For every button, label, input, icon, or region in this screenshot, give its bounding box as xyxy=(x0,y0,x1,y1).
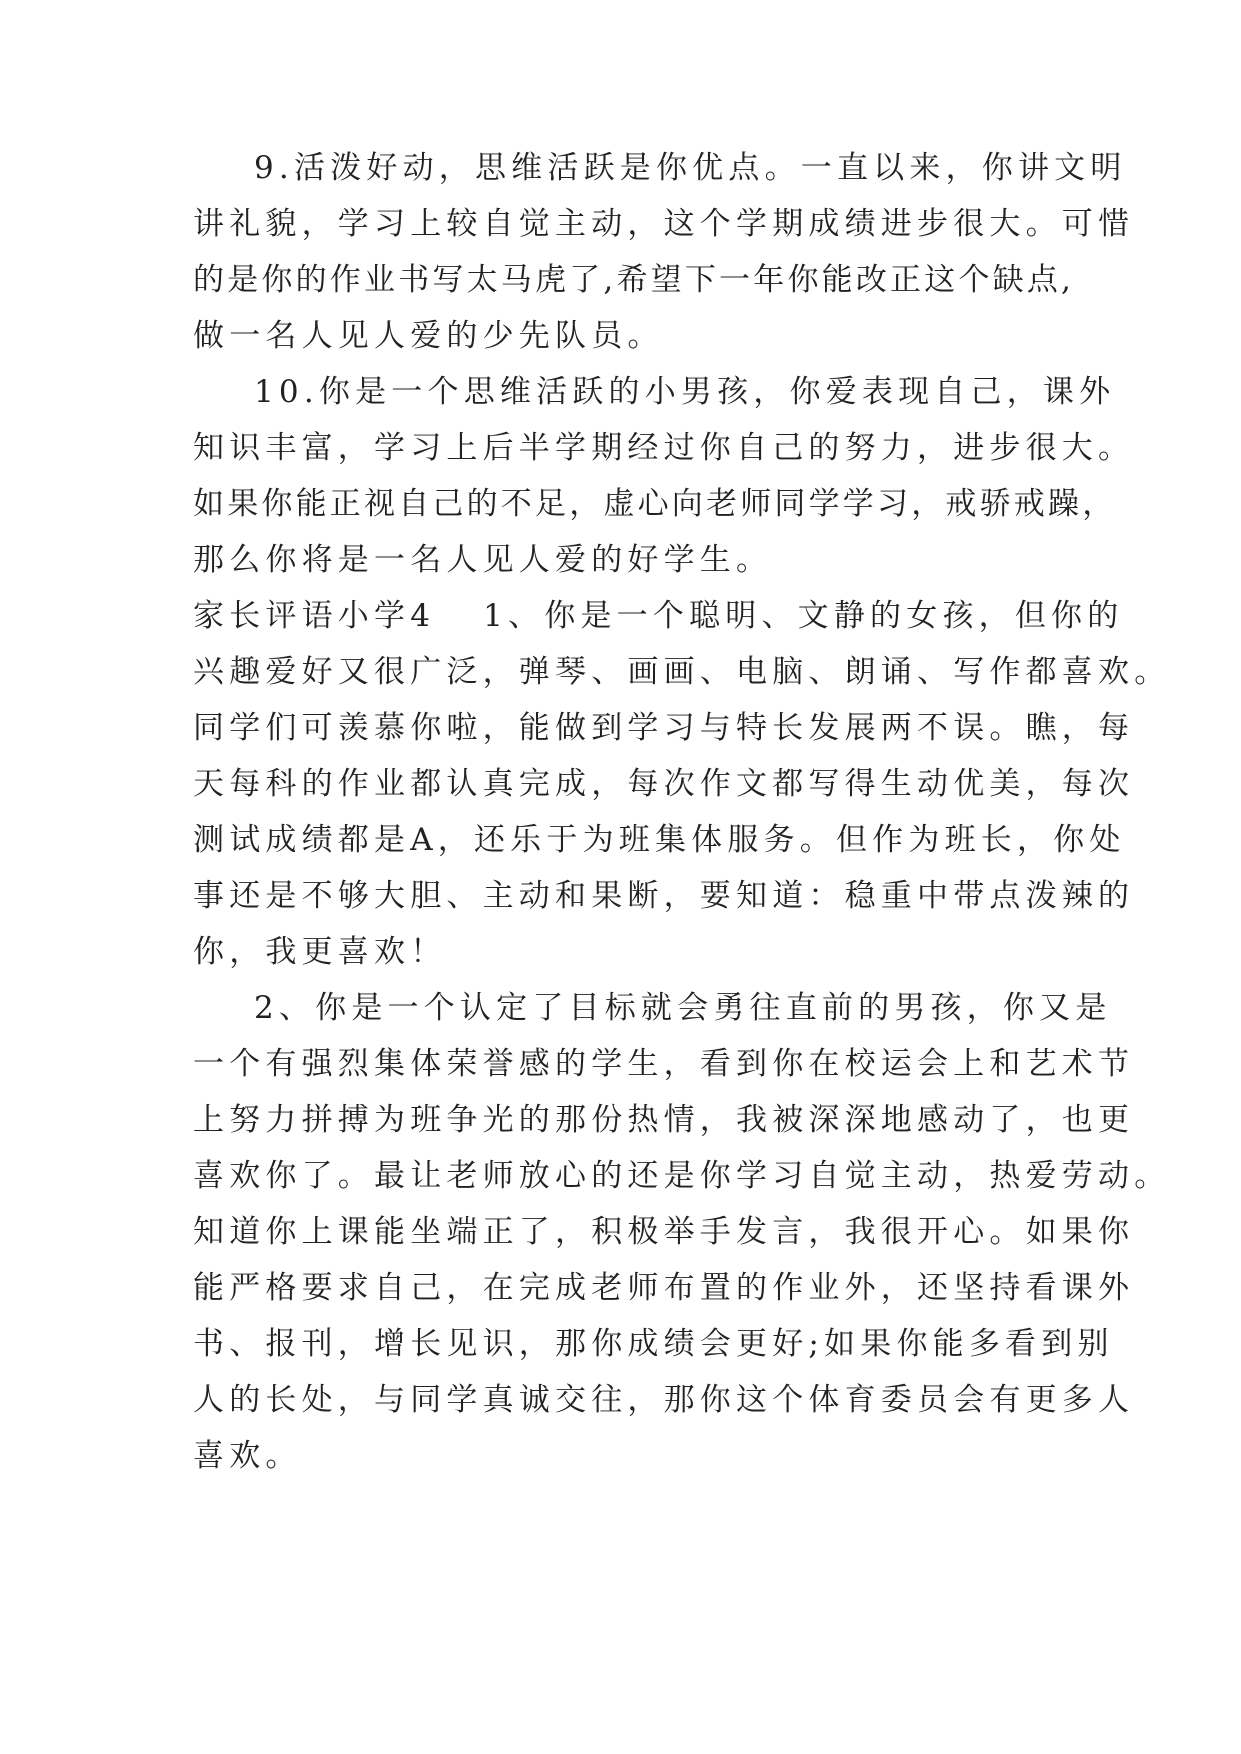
paragraph-2-line-7: 书、报刊，增长见识，那你成绩会更好;如果你能多看到别 xyxy=(193,1326,1114,1362)
section-4-first-line xyxy=(193,596,1124,636)
paragraph-2-line-1: 2、你是一个认定了目标就会勇往直前的男孩，你又是 xyxy=(254,990,1112,1026)
paragraph-2-line-4: 喜欢你了。最让老师放心的还是你学习自觉主动，热爱劳动。 xyxy=(193,1158,1171,1194)
section-4-line-5: 测试成绩都是A，还乐于为班集体服务。但作为班长，你处 xyxy=(193,822,1126,858)
paragraph-2-line-6: 能严格要求自己，在完成老师布置的作业外，还坚持看课外 xyxy=(193,1270,1135,1306)
paragraph-10-line-1: 10.你是一个思维活跃的小男孩，你爱表现自己，课外 xyxy=(254,374,1116,410)
section-heading: 家长评语小学4 xyxy=(193,598,436,634)
section-4-line-6: 事还是不够大胆、主动和果断，要知道：稳重中带点泼辣的 xyxy=(193,878,1135,914)
paragraph-9-line-2: 讲礼貌，学习上较自觉主动，这个学期成绩进步很大。可惜 xyxy=(193,206,1135,242)
section-4-line-3: 同学们可羡慕你啦，能做到学习与特长发展两不误。瞧，每 xyxy=(193,710,1135,746)
section-4-line-2: 兴趣爱好又很广泛，弹琴、画画、电脑、朗诵、写作都喜欢。 xyxy=(193,654,1171,690)
paragraph-9-line-3: 的是你的作业书写太马虎了,希望下一年你能改正这个缺点, xyxy=(193,262,1075,298)
section-4-line-7: 你，我更喜欢！ xyxy=(193,934,447,970)
paragraph-9-line-4: 做一名人见人爱的少先队员。 xyxy=(193,318,664,354)
paragraph-9-line-1: 9.活泼好动，思维活跃是你优点。一直以来，你讲文明 xyxy=(254,150,1127,186)
section-4-item-1-start: 1、你是一个聪明、文静的女孩，但你的 xyxy=(483,598,1124,634)
paragraph-10-line-3: 如果你能正视自己的不足，虚心向老师同学学习，戒骄戒躁， xyxy=(193,486,1117,522)
paragraph-2-line-3: 上努力拼搏为班争光的那份热情，我被深深地感动了，也更 xyxy=(193,1102,1135,1138)
section-4-line-4: 天每科的作业都认真完成，每次作文都写得生动优美，每次 xyxy=(193,766,1135,802)
paragraph-10-line-4: 那么你将是一名人见人爱的好学生。 xyxy=(193,542,773,578)
paragraph-2-line-2: 一个有强烈集体荣誉感的学生，看到你在校运会上和艺术节 xyxy=(193,1046,1135,1082)
paragraph-2-line-8: 人的长处，与同学真诚交往，那你这个体育委员会有更多人 xyxy=(193,1382,1135,1418)
paragraph-2-line-5: 知道你上课能坐端正了，积极举手发言，我很开心。如果你 xyxy=(193,1214,1135,1250)
paragraph-2-line-9: 喜欢。 xyxy=(193,1438,302,1474)
paragraph-10-line-2: 知识丰富，学习上后半学期经过你自己的努力，进步很大。 xyxy=(193,430,1135,466)
